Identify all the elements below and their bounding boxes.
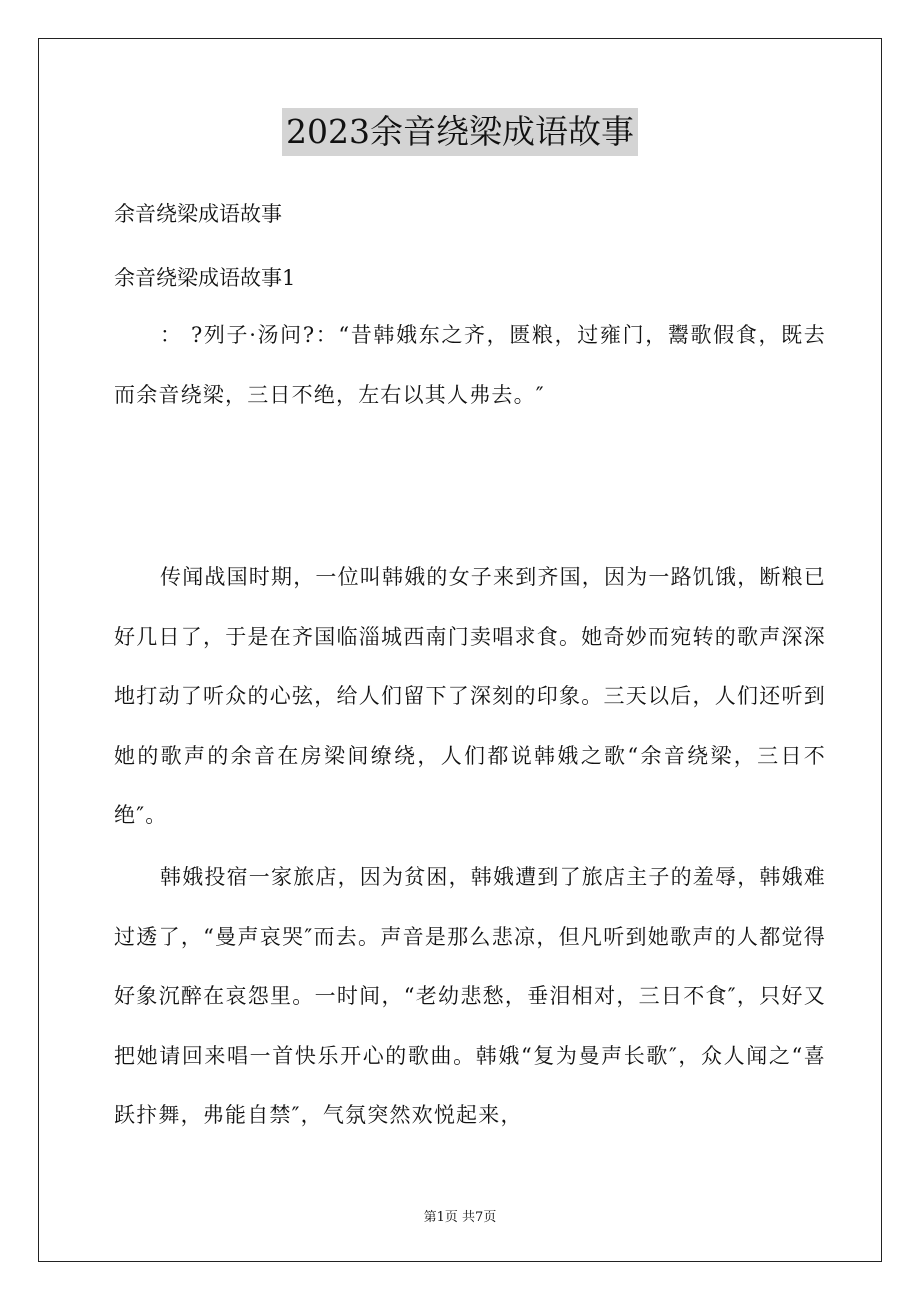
document-subtitle: 余音绕梁成语故事: [114, 202, 282, 226]
paragraph-quote: ： ?列子·汤问?：“昔韩娥东之齐，匮粮，过雍门，鬻歌假食，既去而余音绕梁，三日不绝，左右以其人弗去。″: [114, 323, 826, 407]
page-footer: 第1页 共7页: [423, 1210, 497, 1225]
title-container: [0, 108, 920, 156]
paragraph-story-2: 韩娥投宿一家旅店，因为贫困，韩娥遭到了旅店主子的羞辱，韩娥难过透了，“曼声哀哭″而去。声音是那么悲凉，但凡听到她歌声的人都觉得好象沉醉在哀怨里。一时间，“老幼悲愁，垂泪相对，三日不食″，只好又把她请回来唱一首快乐开心的歌曲。韩娥“复为曼声长歌″，众人闻之“喜跃抃舞，弗能自禁″，气氛突然欢悦起来，: [114, 865, 826, 1127]
paragraph-story-1: 传闻战国时期，一位叫韩娥的女子来到齐国，因为一路饥饿，断粮已好几日了，于是在齐国临淄城西南门卖唱求食。她奇妙而宛转的歌声深深地打动了听众的心弦，给人们留下了深刻的印象。三天以后，人们还听到她的歌声的余音在房梁间缭绕，人们都说韩娥之歌“余音绕梁，三日不绝″。: [114, 565, 826, 827]
section-heading: 余音绕梁成语故事1: [114, 266, 296, 290]
document-title: 2023余音绕梁成语故事: [282, 108, 638, 156]
